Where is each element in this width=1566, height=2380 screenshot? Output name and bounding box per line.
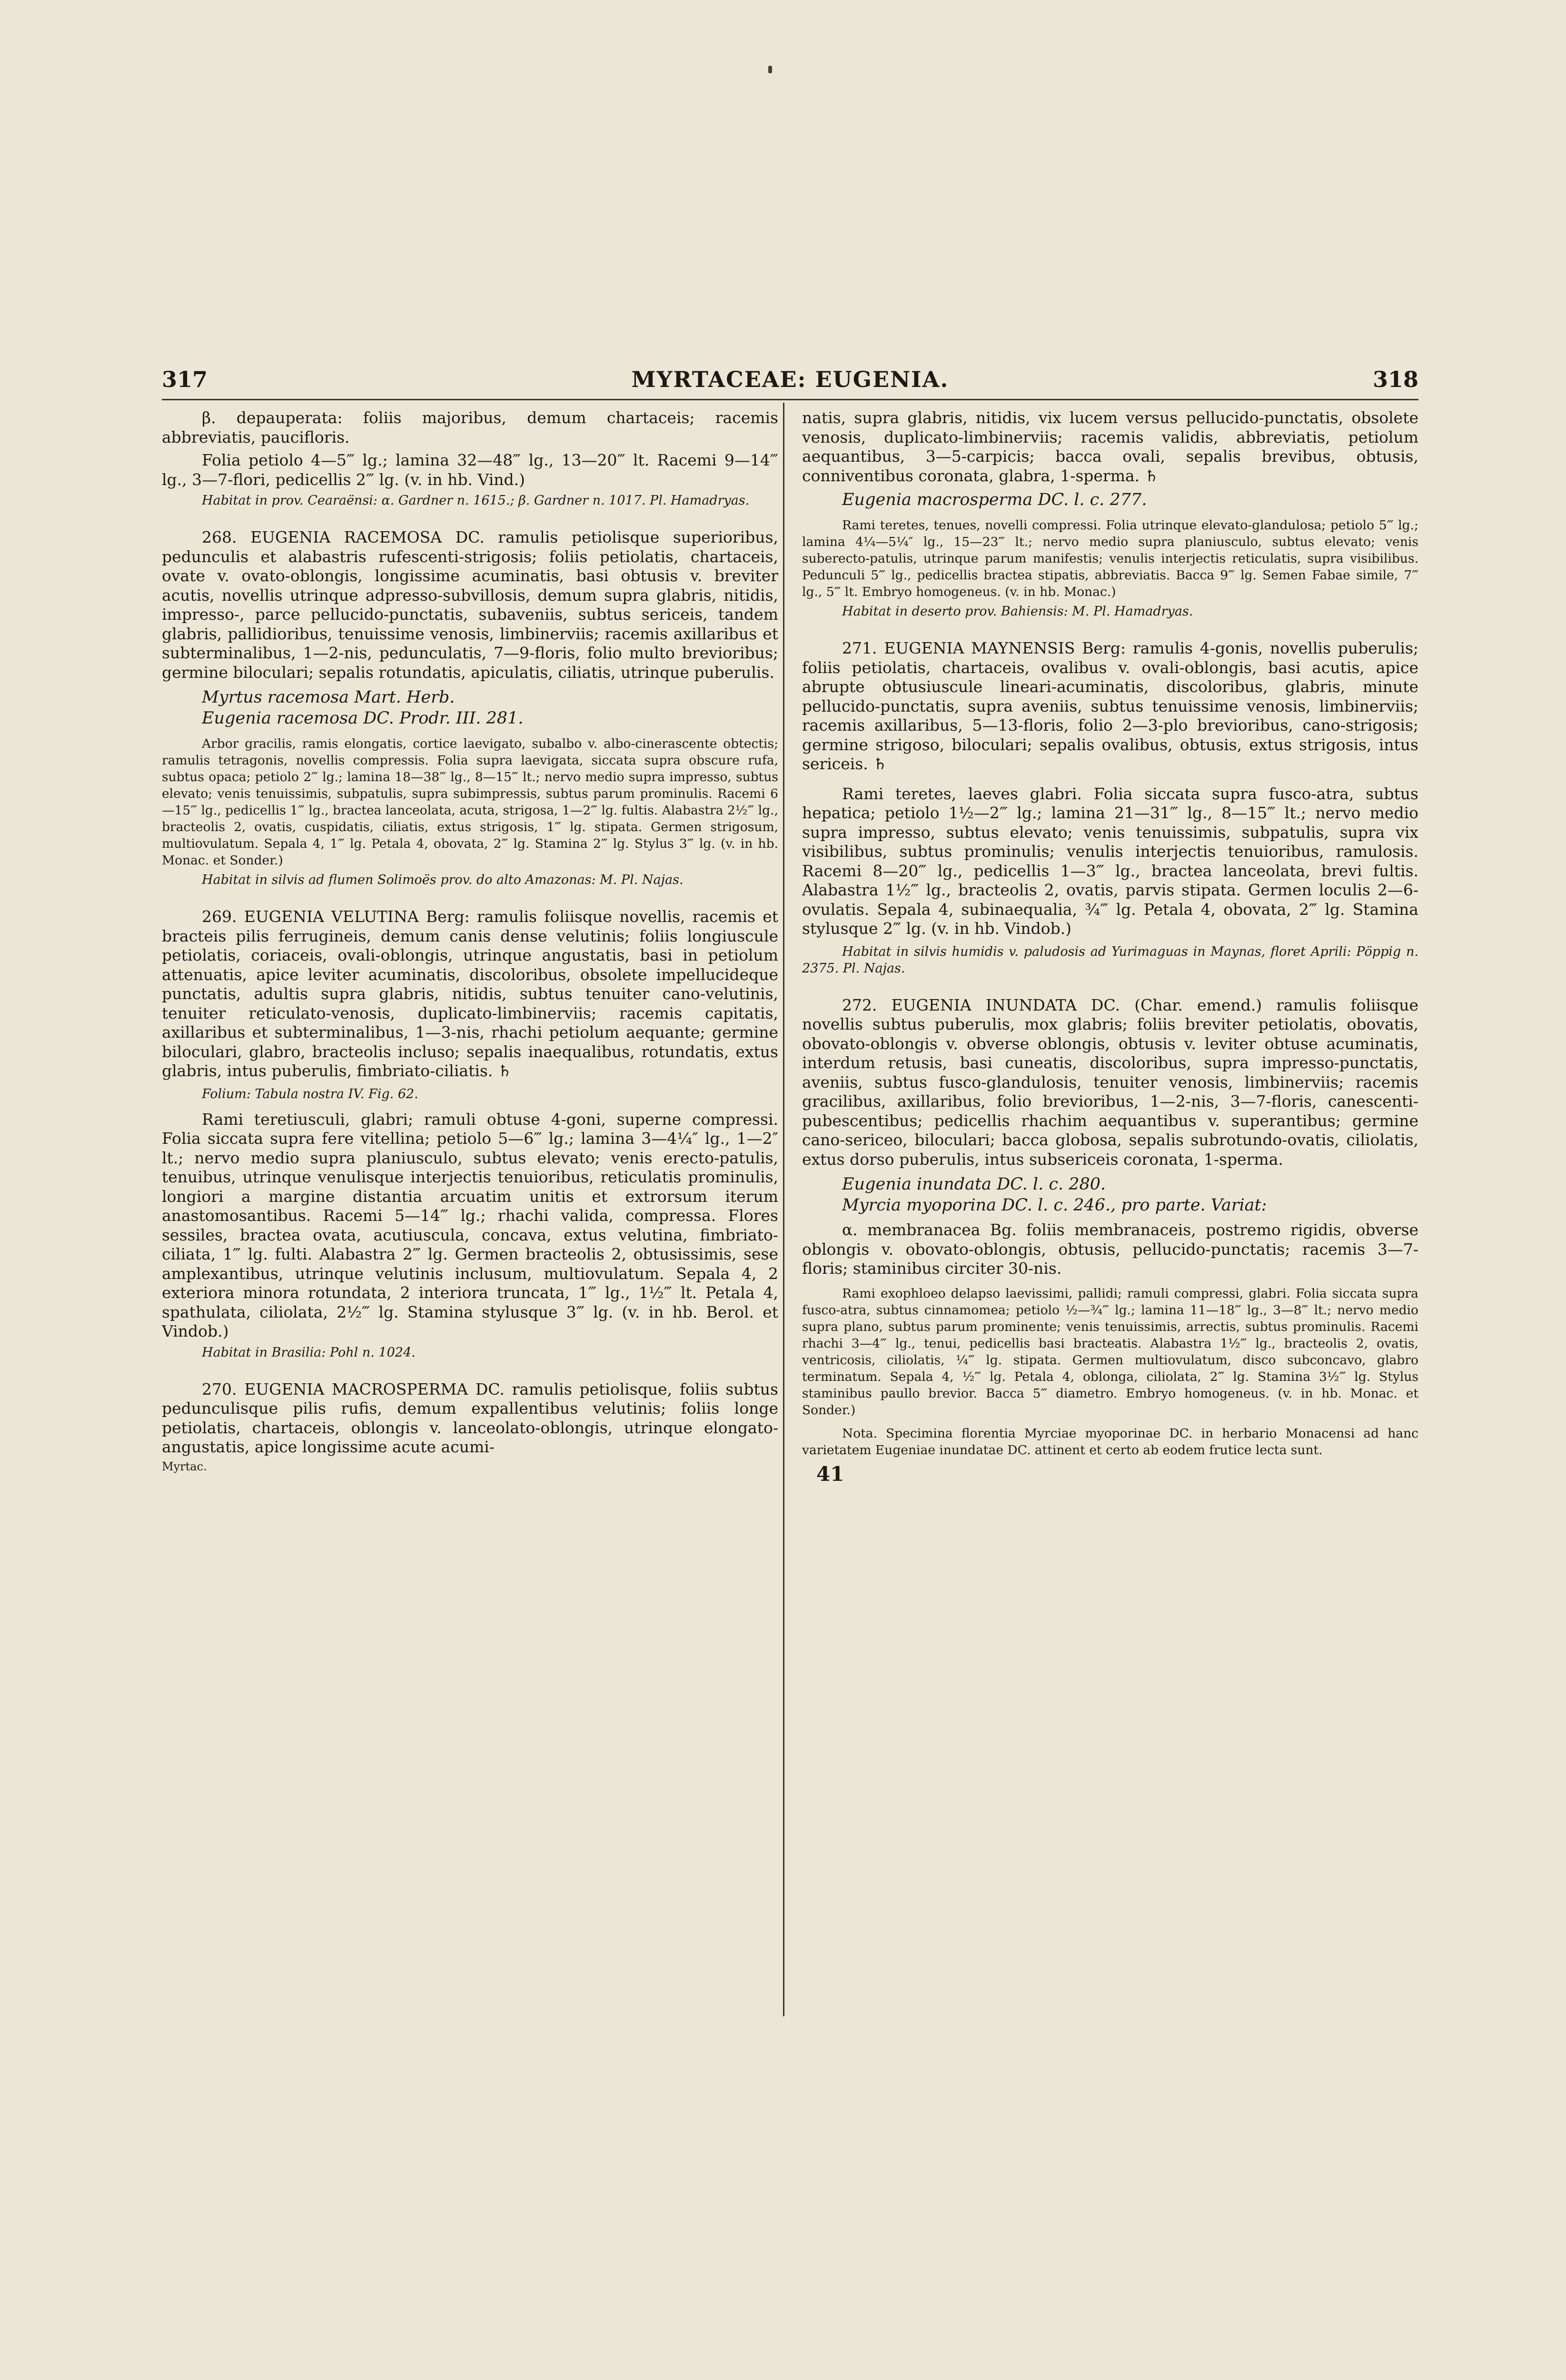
- left-column: [162, 408, 778, 1474]
- running-title: MYRTACEAE: EUGENIA.: [631, 367, 949, 392]
- species-269-diagnosis: 269. EUGENIA VELUTINA Berg: ramulis foliisque novellis, racemis et bracteis pilis ferrugineis, demum canis dense velutinis; foliis longiuscule petiolatis, coriaceis, ovali-oblongis, utrinque angustatis, basi in petiolum attenuatis, apice leviter acuminatis, discoloribus, obsolete impellucideque punctatis, adultis supra glabris, nitidis, subtus tenuiter cano-velutinis, tenuiter reticulato-venosis, duplicato-limbinerviis; racemis capitatis, axillaribus et subterminalibus, 1—3-nis, rhachi petiolum aequante; germine biloculari, glabro, bracteolis incluso; sepalis inaequalibus, rotundatis, extus glabris, intus puberulis, fimbriato-ciliatis. ♄: [162, 907, 778, 1080]
- catchword: Myrtac.: [162, 1459, 207, 1473]
- synonymy-270: [802, 489, 1418, 510]
- paper-speck: [768, 66, 772, 73]
- running-header: [162, 367, 1418, 400]
- nota-paragraph: Nota. Specimina florentia Myrciae myoporinae DC. in herbario Monacensi ad hanc varietatem Eugeniae inundatae DC. attinent et certo ab eodem frutice lecta sunt.: [802, 1426, 1418, 1458]
- header-rule: [162, 399, 1418, 400]
- signature-mark: 41: [816, 1462, 844, 1486]
- species-270-description: Rami teretes, tenues, novelli compressi. Folia utrinque elevato-glandulosa; petiolo 5‴ lg.; lamina 4¼—5¼″ lg., 15—23‴ lt.; nervo medio supra planiusculo, subtus elevato; venis suberecto-patulis, utrinque parum manifestis; venulis interjectis reticulatis, supra visibilibus. Pedunculi 5‴ lg., pedicellis bractea stipatis, abbreviatis. Bacca 9‴ lg. Semen Fabae simile, 7‴ lg., 5‴ lt. Embryo homogeneus. (v. in hb. Monac.): [802, 518, 1418, 599]
- species-271-diagnosis: 271. EUGENIA MAYNENSIS Berg: ramulis 4-gonis, novellis puberulis; foliis petiolatis, chartaceis, ovalibus v. ovali-oblongis, basi acutis, apice abrupte obtusiuscule lineari-acuminatis, discoloribus, glabris, minute pellucido-punctatis, supra aveniis, subtus tenuissime venosis, limbinerviis; racemis axillaribus, 5—13-floris, folio 2—3-plo brevioribus, cano-strigosis; germine strigoso, biloculari; sepalis ovalibus, obtusis, extus strigosis, intus sericeis. ♄: [802, 639, 1418, 773]
- habitat-line: Habitat in Brasilia: Pohl n. 1024.: [202, 1345, 416, 1360]
- synonym-line: Eugenia inundata DC. l. c. 280.: [842, 1175, 1106, 1194]
- habitat-line: Habitat in silvis humidis v. paludosis ad Yurimaguas in Maynas, floret Aprili: Pöppig n. 2375. Pl. Najas.: [802, 944, 1418, 976]
- synonymy-272: [802, 1174, 1418, 1216]
- figure-reference: Folium: Tabula nostra IV. Fig. 62.: [202, 1086, 418, 1101]
- variety-alpha-description: Rami exophloeo delapso laevissimi, pallidi; ramuli compressi, glabri. Folia siccata supra fusco-atra, subtus cinnamomea; petiolo ½—¾‴ lg.; lamina 11—18‴ lg., 3—8‴ lt.; nervo medio supra plano, subtus parum prominente; venis tenuissimis, arrectis, subtus prominulis. Racemi rhachi 3—4‴ lg., tenui, pedicellis basi bracteatis. Alabastra 1½‴ lg., bracteolis 2, ovatis, ventricosis, ciliolatis, ¼‴ lg. stipata. Germen multiovulatum, disco subconcavo, glabro terminatum. Sepala 4, ½‴ lg. Petala 4, oblonga, ciliolata, 2‴ lg. Stamina 3½‴ lg. Stylus staminibus paullo brevior. Bacca 5‴ diametro. Embryo homogeneus. (v. in hb. Monac. et Sonder.): [802, 1286, 1418, 1418]
- habitat-line: Habitat in silvis ad flumen Solimoës prov. do alto Amazonas: M. Pl. Najas.: [202, 873, 684, 887]
- species-268-description: Arbor gracilis, ramis elongatis, cortice laevigato, subalbo v. albo-cinerascente obtectis; ramulis tetragonis, novellis compressis. Folia supra laevigata, siccata supra obscure rufa, subtus opaca; petiolo 2‴ lg.; lamina 18—38‴ lg., 8—15‴ lt.; nervo medio supra impresso, subtus elevato; venis tenuissimis, subpatulis, supra subimpressis, subtus parum prominulis. Racemi 6—15‴ lg., pedicellis 1‴ lg., bractea lanceolata, acuta, strigosa, 1—2‴ lg. fultis. Alabastra 2½‴ lg., bracteolis 2, ovatis, cuspidatis, ciliatis, extus strigosis, 1‴ lg. stipata. Germen strigosum, multiovulatum. Sepala 4, 1‴ lg. Petala 4, obovata, 2‴ lg. Stamina 2‴ lg. Stylus 3‴ lg. (v. in hb. Monac. et Sonder.): [162, 736, 778, 868]
- page-number-right: 318: [1372, 367, 1418, 392]
- species-271-description: Rami teretes, laeves glabri. Folia siccata supra fusco-atra, subtus hepatica; petiolo 1½—2‴ lg.; lamina 21—31‴ lg., 8—15‴ lt.; nervo medio supra impresso, subtus elevato; venis tenuissimis, subpatulis, supra vix visibilibus, subtus prominulis; venulis interjectis tenuioribus, ramulosis. Racemi 8—20‴ lg., pedicellis 1—3‴ lg., bractea lanceolata, brevi fultis. Alabastra 1½‴ lg., bracteolis 2, ovatis, parvis stipata. Germen loculis 2—6-ovulatis. Sepala 4, subinaequalia, ¾‴ lg. Petala 4, obovata, 2‴ lg. Stamina stylusque 2‴ lg. (v. in hb. Vindob.): [802, 784, 1418, 938]
- column-divider: [783, 403, 784, 2016]
- synonym-line: Eugenia macrosperma DC. l. c. 277.: [842, 490, 1147, 509]
- species-269-description: Rami teretiusculi, glabri; ramuli obtuse 4-goni, superne compressi. Folia siccata supra fere vitellina; petiolo 5—6‴ lg.; lamina 3—4¼″ lg., 1—2″ lt.; nervo medio supra planiusculo, subtus elevato; venis erecto-patulis, tenuibus, utrinque venulisque interjectis tenuioribus, reticulatis prominulis, longiori a margine distantia arcuatim unitis et extrorsum iterum anastomosantibus. Racemi 5—14‴ lg.; rhachi valida, compressa. Flores sessiles, bractea ovata, acutiuscula, concava, extus velutina, fimbriato-ciliata, 1‴ lg. fulti. Alabastra 2‴ lg. Germen bracteolis 2, obtusissimis, sese amplexantibus, utrinque velutinis inclusum, multiovulatum. Sepala 4, 2 exteriora minora rotundata, 2 interiora truncata, 1‴ lg., 1½‴ lt. Petala 4, spathulata, ciliolata, 2½‴ lg. Stamina stylusque 3‴ lg. (v. in hb. Berol. et Vindob.): [162, 1110, 778, 1340]
- habitat-line: Habitat in deserto prov. Bahiensis: M. Pl. Hamadryas.: [842, 604, 1193, 619]
- habitat-line: Habitat in prov. Cearaënsi: α. Gardner n. 1615.; β. Gardner n. 1017. Pl. Hamadryas.: [202, 493, 750, 508]
- right-column: [802, 408, 1418, 1486]
- synonymy-268: [162, 687, 778, 729]
- variety-beta-measurements: Folia petiolo 4—5‴ lg.; lamina 32—48‴ lg., 13—20‴ lt. Racemi 9—14‴ lg., 3—7-flori, pedicellis 2‴ lg. (v. in hb. Vind.): [162, 451, 778, 489]
- synonym-line: Myrcia myoporina DC. l. c. 246., pro parte. Variat:: [842, 1196, 1267, 1215]
- species-270-diagnosis: 270. EUGENIA MACROSPERMA DC. ramulis petiolisque, foliis subtus pedunculisque pilis rufis, demum expallentibus velutinis; foliis longe petiolatis, chartaceis, oblongis v. lanceolato-oblongis, utrinque elongato-angustatis, apice longissime acute acumi-: [162, 1379, 778, 1456]
- species-270-diagnosis-continued: natis, supra glabris, nitidis, vix lucem versus pellucido-punctatis, obsolete venosis, duplicato-limbinerviis; racemis validis, abbreviatis, petiolum aequantibus, 3—5-carpicis; bacca ovali, sepalis brevibus, obtusis, conniventibus coronata, glabra, 1-sperma. ♄: [802, 408, 1418, 485]
- synonym-line: Eugenia racemosa DC. Prodr. III. 281.: [202, 709, 524, 728]
- variety-alpha-paragraph: α. membranacea Bg. foliis membranaceis, postremo rigidis, obverse oblongis v. obovato-oblongis, obtusis, pellucido-punctatis; racemis 3—7-floris; staminibus circiter 30-nis.: [802, 1220, 1418, 1278]
- variety-beta-paragraph: β. depauperata: foliis majoribus, demum chartaceis; racemis abbreviatis, paucifloris.: [162, 408, 778, 446]
- species-272-diagnosis: 272. EUGENIA INUNDATA DC. (Char. emend.) ramulis foliisque novellis subtus puberulis, mox glabris; foliis breviter petiolatis, obovatis, obovato-oblongis v. obverse oblongis, obtusis v. leviter obtuse acuminatis, interdum retusis, basi cuneatis, discoloribus, supra impresso-punctatis, aveniis, subtus fusco-glandulosis, tenuiter venosis, limbinerviis; racemis gracilibus, axillaribus, folio brevioribus, 1—2-nis, 3—7-floris, canescenti-pubescentibus; pedicellis rhachim aequantibus v. superantibus; germine cano-sericeo, biloculari; bacca globosa, sepalis subrotundo-ovatis, ciliolatis, extus dorso puberulis, intus subsericeis coronata, 1-sperma.: [802, 995, 1418, 1169]
- species-268-diagnosis: 268. EUGENIA RACEMOSA DC. ramulis petiolisque superioribus, pedunculis et alabastris rufescenti-strigosis; foliis petiolatis, chartaceis, ovate v. ovato-oblongis, longissime acuminatis, basi obtusis v. breviter acutis, novellis utrinque adpresso-subvillosis, demum supra glabris, nitidis, impresso-, parce pellucido-punctatis, subaveniis, subtus sericeis, tandem glabris, pallidioribus, tenuissime venosis, limbinerviis; racemis axillaribus et subterminalibus, 1—2-nis, pedunculatis, 7—9-floris, folio multo brevioribus; germine biloculari; sepalis rotundatis, apiculatis, ciliatis, utrinque puberulis.: [162, 528, 778, 682]
- synonym-line: Myrtus racemosa Mart. Herb.: [202, 688, 455, 707]
- page-number-left: 317: [162, 367, 208, 392]
